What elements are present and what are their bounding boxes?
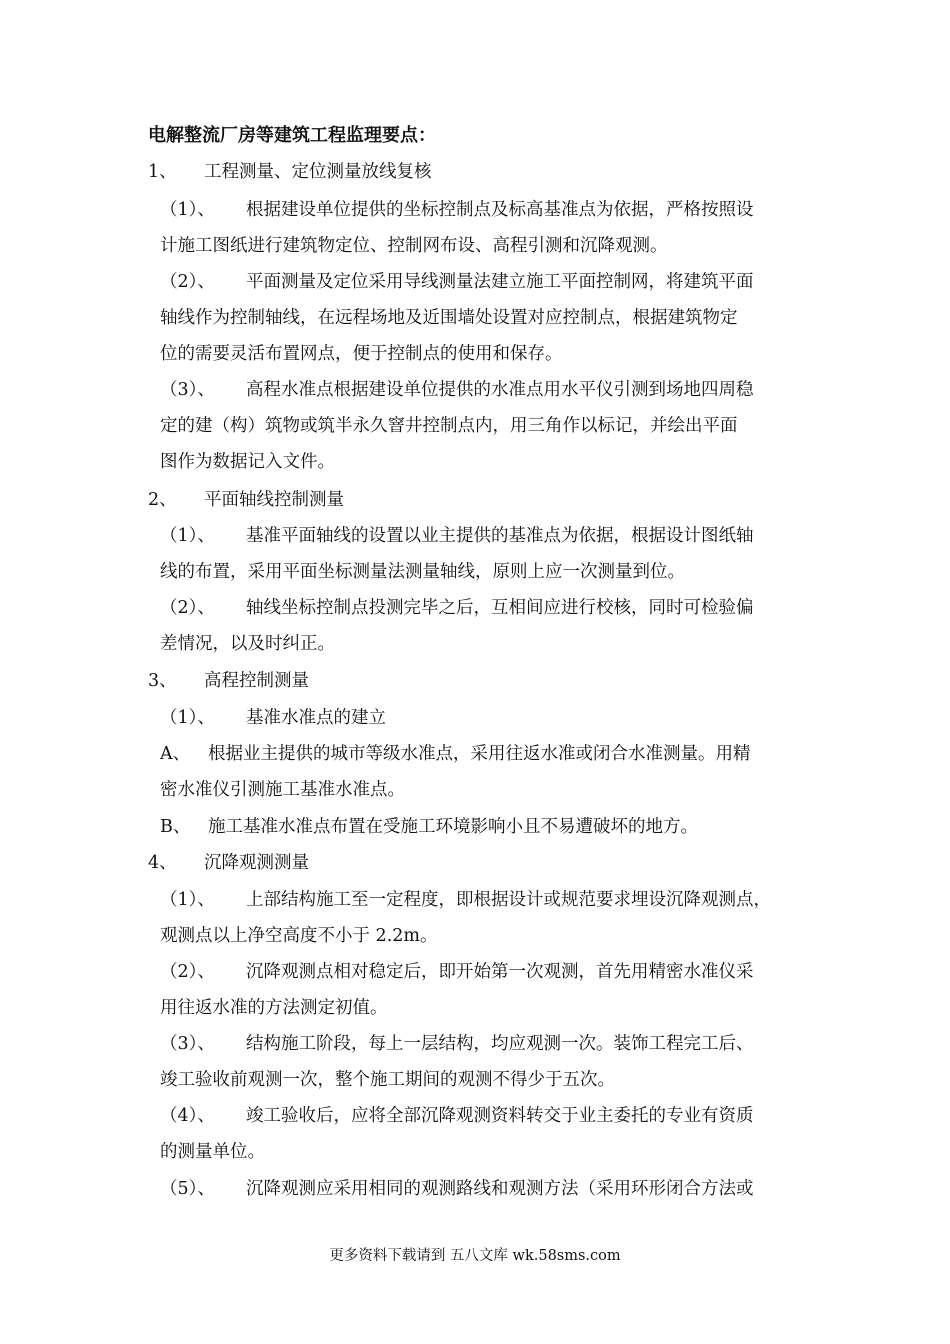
item-text: 沉降观测应采用相同的观测路线和观测方法（采用环形闭合方法或	[246, 1179, 754, 1199]
item-text: 施工基准水准点布置在受施工环境影响小且不易遭破坏的地方。	[208, 817, 698, 837]
section-number: 1、	[148, 162, 177, 182]
item-line	[160, 706, 386, 730]
item-line	[160, 524, 754, 548]
item-line	[160, 1177, 754, 1201]
item-line	[160, 960, 754, 984]
item-text: 的测量单位。	[160, 1142, 265, 1162]
section-title: 沉降观测测量	[204, 853, 309, 873]
item-text: 沉降观测点相对稳定后，即开始第一次观测，首先用精密水准仪采	[246, 962, 754, 982]
item-text: 观测点以上净空高度不小于 2.2m。	[160, 926, 438, 946]
item-text: 定的建（构）筑物或筑半永久窨井控制点内，用三角作以标记，并绘出平面	[160, 416, 738, 436]
item-text: 根据业主提供的城市等级水准点，采用往返水准或闭合水准测量。用精	[208, 744, 751, 764]
item-text: 轴线坐标控制点投测完毕之后，互相间应进行校核，同时可检验偏	[246, 598, 754, 618]
section-heading	[148, 851, 309, 875]
item-text: 基准水准点的建立	[246, 708, 386, 728]
item-marker: （1）、	[160, 890, 215, 910]
item-marker: （3）、	[160, 1034, 215, 1054]
item-text: 差情况，以及时纠正。	[160, 634, 335, 654]
item-text: 基准平面轴线的设置以业主提供的基准点为依据，根据设计图纸轴	[246, 526, 754, 546]
item-text: 线的布置，采用平面坐标测量法测量轴线，原则上应一次测量到位。	[160, 562, 685, 582]
item-marker: A、	[160, 744, 191, 764]
item-line	[160, 1104, 754, 1128]
item-marker: （1）、	[160, 526, 215, 546]
item-marker: （2）、	[160, 598, 215, 618]
item-line	[160, 198, 754, 222]
item-line	[160, 378, 754, 402]
item-marker: （4）、	[160, 1106, 215, 1126]
item-marker: （3）、	[160, 380, 215, 400]
item-text: 竣工验收前观测一次，整个施工期间的观测不得少于五次。	[160, 1070, 615, 1090]
item-text: 密水准仪引测施工基准水准点。	[160, 780, 405, 800]
section-title: 平面轴线控制测量	[204, 490, 344, 510]
section-number: 2、	[148, 490, 177, 510]
section-number: 3、	[148, 671, 177, 691]
page-footer: 更多资料下载请到 五八文库 wk.58sms.com	[329, 1248, 621, 1264]
item-text: 根据建设单位提供的坐标控制点及标高基准点为依据，严格按照设	[246, 200, 754, 220]
item-text: 上部结构施工至一定程度，即根据设计或规范要求埋设沉降观测点，	[246, 890, 771, 910]
item-text: 计施工图纸进行建筑物定位、控制网布设、高程引测和沉降观测。	[160, 236, 668, 256]
document-title: 电解整流厂房等建筑工程监理要点：	[148, 125, 436, 146]
item-text: 图作为数据记入文件。	[160, 452, 335, 472]
section-heading	[148, 160, 432, 184]
section-heading	[148, 669, 309, 693]
item-marker: （1）、	[160, 200, 215, 220]
item-line	[160, 742, 751, 766]
item-marker: B、	[160, 817, 191, 837]
item-text: 轴线作为控制轴线，在远程场地及近围墙处设置对应控制点，根据建筑物定	[160, 308, 738, 328]
item-line	[160, 270, 754, 294]
item-text: 位的需要灵活布置网点，便于控制点的使用和保存。	[160, 344, 563, 364]
item-text: 竣工验收后，应将全部沉降观测资料转交于业主委托的专业有资质	[246, 1106, 754, 1126]
item-text: 用往返水准的方法测定初值。	[160, 998, 388, 1018]
section-heading	[148, 488, 344, 512]
item-text: 结构施工阶段，每上一层结构，均应观测一次。装饰工程完工后、	[246, 1034, 754, 1054]
section-number: 4、	[148, 853, 177, 873]
item-marker: （1）、	[160, 708, 215, 728]
item-marker: （2）、	[160, 272, 215, 292]
item-line	[160, 815, 698, 839]
item-line	[160, 1032, 754, 1056]
item-marker: （2）、	[160, 962, 215, 982]
section-title: 工程测量、定位测量放线复核	[204, 162, 432, 182]
section-title: 高程控制测量	[204, 671, 309, 691]
item-line	[160, 596, 754, 620]
item-text: 高程水准点根据建设单位提供的水准点用水平仪引测到场地四周稳	[246, 380, 754, 400]
item-line	[160, 888, 771, 912]
item-marker: （5）、	[160, 1179, 215, 1199]
item-text: 平面测量及定位采用导线测量法建立施工平面控制网，将建筑平面	[246, 272, 754, 292]
